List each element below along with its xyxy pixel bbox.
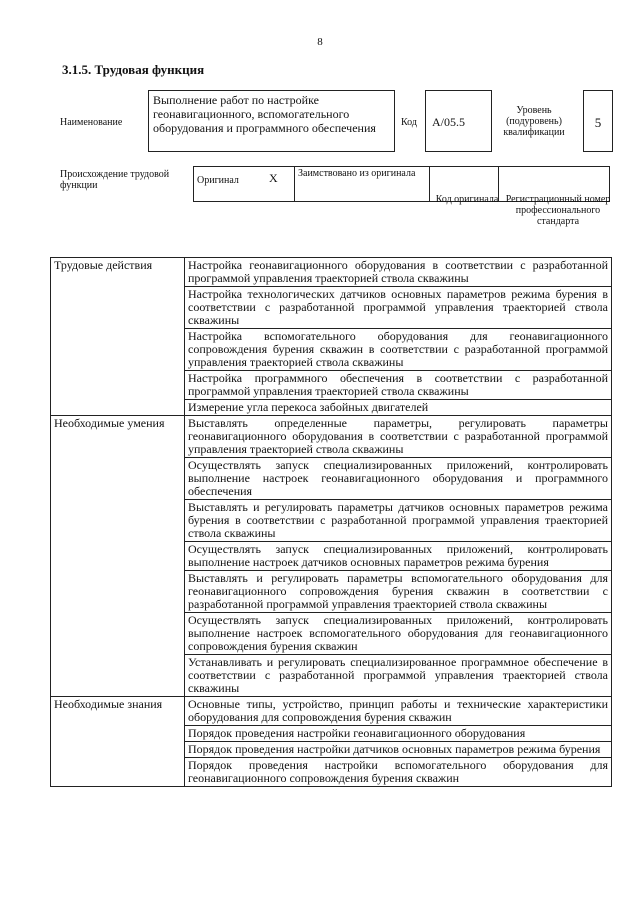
- item-cell: Осуществлять запуск специализированных приложений, контролировать выполнение настроек геонавигационного оборудования и программного обеспечения: [185, 458, 612, 500]
- origin-original-mark: X: [266, 167, 295, 202]
- code-label: Код: [401, 117, 417, 128]
- item-cell: Устанавливать и регулировать специализированное программное обеспечение в соответствии с разработанной программой управления траекторией ствола скважины: [185, 655, 612, 697]
- item-cell: Выставлять и регулировать параметры датчиков основных параметров режима бурения в соответствии с разработанной программой управления траекторией ствола скважины: [185, 500, 612, 542]
- function-name-field: Выполнение работ по настройке геонавигационного, вспомогательного оборудования и программного обеспечения: [148, 90, 395, 152]
- origin-borrowed-label: Заимствовано из оригинала: [295, 167, 430, 202]
- item-cell: Выставлять и регулировать параметры вспомогательного оборудования для геонавигационного сопровождения бурения скважин в соответствии с разработанной программой управления траекторией ствола скважины: [185, 571, 612, 613]
- page-number: 8: [317, 36, 323, 48]
- origin-original-label: Оригинал: [194, 167, 267, 202]
- item-cell: Настройка вспомогательного оборудования для геонавигационного сопровождения бурения скважин в соответствии с разработанной программой управления траекторией ствола скважины: [185, 329, 612, 371]
- qualification-level-field: 5: [583, 90, 613, 152]
- origin-label: Происхождение трудовой функции: [60, 169, 170, 191]
- origin-reg-caption: Регистрационный номер профессионального стандарта: [505, 194, 611, 227]
- item-cell: Измерение угла перекоса забойных двигателей: [185, 400, 612, 416]
- table-row: [51, 697, 612, 726]
- table-row: [51, 258, 612, 287]
- origin-code-caption: Код оригинала: [435, 194, 499, 205]
- item-cell: Осуществлять запуск специализированных приложений, контролировать выполнение настроек вспомогательного оборудования для геонавигационного сопровождения бурения скважин: [185, 613, 612, 655]
- category-cell: Необходимые умения: [51, 416, 185, 697]
- function-code-field: А/05.5: [425, 90, 492, 152]
- name-label: Наименование: [60, 117, 123, 128]
- item-cell: Настройка технологических датчиков основных параметров режима бурения в соответствии с разработанной программой управления траекторией ствола скважины: [185, 287, 612, 329]
- item-cell: Настройка программного обеспечения в соответствии с разработанной программой управления траекторией ствола скважины: [185, 371, 612, 400]
- qualification-level-label: Уровень (подуровень) квалификации: [503, 105, 565, 138]
- table-row: [51, 416, 612, 458]
- function-details-table: [50, 257, 612, 787]
- item-cell: Основные типы, устройство, принцип работы и технические характеристики оборудования для сопровождения бурения скважин: [185, 697, 612, 726]
- item-cell: Порядок проведения настройки вспомогательного оборудования для геонавигационного сопровождения бурения скважин: [185, 758, 612, 787]
- item-cell: Настройка геонавигационного оборудования в соответствии с разработанной программой управления траекторией ствола скважины: [185, 258, 612, 287]
- item-cell: Порядок проведения настройки геонавигационного оборудования: [185, 726, 612, 742]
- item-cell: Осуществлять запуск специализированных приложений, контролировать выполнение настроек датчиков основных параметров режима бурения: [185, 542, 612, 571]
- section-title: 3.1.5. Трудовая функция: [62, 62, 205, 77]
- category-cell: Необходимые знания: [51, 697, 185, 787]
- item-cell: Порядок проведения настройки датчиков основных параметров режима бурения: [185, 742, 612, 758]
- category-cell: Трудовые действия: [51, 258, 185, 416]
- item-cell: Выставлять определенные параметры, регулировать параметры геонавигационного оборудования в соответствии с разработанной программой управления траекторией ствола скважины: [185, 416, 612, 458]
